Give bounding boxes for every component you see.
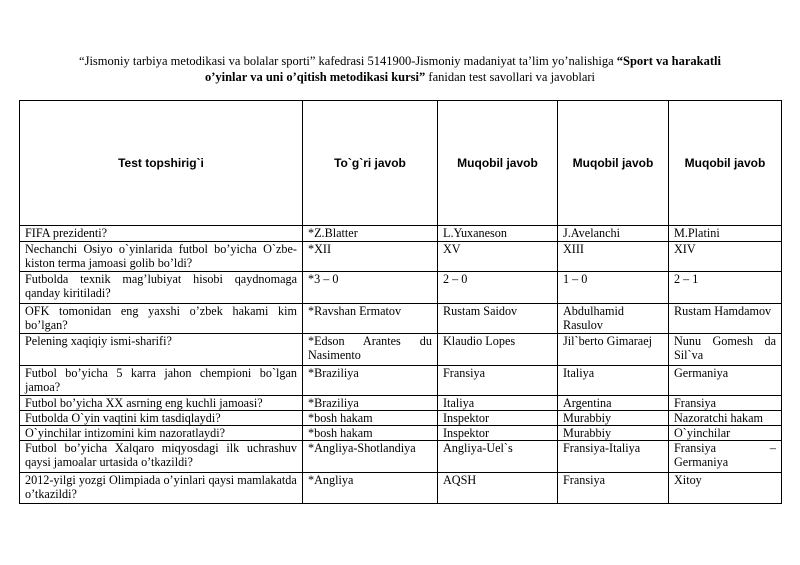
correct-answer-cell: *bosh hakam <box>303 411 438 426</box>
alternative-cell: Inspektor <box>438 426 558 441</box>
course-name-close: o’yinlar va uni o’qitish metodikasi kursi” <box>204 70 426 84</box>
alternative-cell: Fransiya – Germaniya <box>669 441 782 473</box>
question-cell: O`yinchilar intizomini kim nazoratlaydi? <box>20 426 303 441</box>
alternative-cell: 1 – 0 <box>558 272 669 304</box>
correct-answer-cell: *XII <box>303 242 438 272</box>
alternative-cell: Germaniya <box>669 366 782 396</box>
question-cell: Futbolda O`yin vaqtini kim tasdiqlaydi? <box>20 411 303 426</box>
question-cell: Futbol bo’yicha Xalqaro miqyosdagi ilk uchrashuv qaysi jamoalar urtasida o’tkazildi? <box>20 441 303 473</box>
column-header-alternative-2: Muqobil javob <box>558 101 669 226</box>
alternative-cell: M.Platini <box>669 226 782 242</box>
alternative-cell: XIII <box>558 242 669 272</box>
correct-answer-cell: *Braziliya <box>303 396 438 411</box>
question-cell: FIFA prezidenti? <box>20 226 303 242</box>
table-row <box>20 411 782 426</box>
alternative-cell: XIV <box>669 242 782 272</box>
table-row <box>20 426 782 441</box>
alternative-cell: 2 – 0 <box>438 272 558 304</box>
alternative-cell: Fransiya <box>558 473 669 504</box>
correct-answer-cell: *3 – 0 <box>303 272 438 304</box>
table-row <box>20 272 782 304</box>
correct-answer-cell: *Angliya <box>303 473 438 504</box>
correct-answer-cell: *Braziliya <box>303 366 438 396</box>
alternative-cell: O`yinchilar <box>669 426 782 441</box>
alternative-cell: Fransiya <box>669 396 782 411</box>
correct-answer-cell: *Ravshan Ermatov <box>303 304 438 334</box>
alternative-cell: Nazoratchi hakam <box>669 411 782 426</box>
table-row <box>20 396 782 411</box>
title-suffix: fanidan test savollari va javoblari <box>425 70 596 84</box>
correct-answer-text: *Edson Arantes du Nasimento <box>308 334 432 362</box>
alternative-cell: Nunu Gomesh da Sil`va <box>669 334 782 366</box>
alternative-cell: Abdulhamid Rasulov <box>558 304 669 334</box>
alternative-cell: Angliya-Uel`s <box>438 441 558 473</box>
alternative-cell: Italiya <box>558 366 669 396</box>
alternative-cell: XV <box>438 242 558 272</box>
column-header-alternative-3: Muqobil javob <box>669 101 782 226</box>
correct-answer-cell: *bosh hakam <box>303 426 438 441</box>
question-cell: OFK tomonidan eng yaxshi o’zbek hakami kim bo’lgan? <box>20 304 303 334</box>
alternative-cell: Murabbiy <box>558 426 669 441</box>
alternative-cell: 2 – 1 <box>669 272 782 304</box>
alternative-cell: L.Yuxaneson <box>438 226 558 242</box>
table-row <box>20 334 782 366</box>
question-cell: Pelening xaqiqiy ismi-sharifi? <box>20 334 303 366</box>
question-cell: Futbol bo’yicha XX asrning eng kuchli jamoasi? <box>20 396 303 411</box>
table-row <box>20 226 782 242</box>
course-name-open: “Sport va harakatli <box>616 54 721 68</box>
alternative-cell: Fransiya <box>438 366 558 396</box>
alternative-cell: Xitoy <box>669 473 782 504</box>
alternative-cell: Argentina <box>558 396 669 411</box>
title-prefix: “Jismoniy tarbiya metodikasi va bolalar sporti” kafedrasi 5141900-Jismoniy madaniyat ta’lim yo’nalishiga <box>79 54 617 68</box>
test-table <box>19 100 782 504</box>
correct-answer-cell: *Z.Blatter <box>303 226 438 242</box>
alternative-cell: Fransiya-Italiya <box>558 441 669 473</box>
table-row <box>20 473 782 504</box>
table-header-row <box>20 101 782 226</box>
document-title <box>40 53 760 85</box>
alternative-cell: J.Avelanchi <box>558 226 669 242</box>
correct-answer-cell: *Angliya-Shotlandiya <box>303 441 438 473</box>
alternative-cell: Italiya <box>438 396 558 411</box>
alternative-cell: Inspektor <box>438 411 558 426</box>
column-header-correct-answer: To`g`ri javob <box>303 101 438 226</box>
table-row <box>20 304 782 334</box>
alternative-cell: AQSH <box>438 473 558 504</box>
alternative-cell: Rustam Saidov <box>438 304 558 334</box>
alternative-cell: Murabbiy <box>558 411 669 426</box>
alternative-cell: Jil`berto Gimaraej <box>558 334 669 366</box>
table-row <box>20 366 782 396</box>
alternative-cell: Rustam Hamdamov <box>669 304 782 334</box>
column-header-question: Test topshirig`i <box>20 101 303 226</box>
question-cell: Futbol bo’yicha 5 karra jahon chempioni bo`lgan jamoa? <box>20 366 303 396</box>
table-row <box>20 441 782 473</box>
column-header-alternative-1: Muqobil javob <box>438 101 558 226</box>
table-row <box>20 242 782 272</box>
question-cell: Nechanchi Osiyo o`yinlarida futbol bo’yicha O`zbe-kiston terma jamoasi golib bo’ldi? <box>20 242 303 272</box>
correct-answer-cell <box>303 334 438 366</box>
question-cell: Futbolda texnik mag’lubiyat hisobi qaydnomaga qanday kiritiladi? <box>20 272 303 304</box>
question-cell: 2012-yilgi yozgi Olimpiada o’yinlari qaysi mamlakatda o’tkazildi? <box>20 473 303 504</box>
alternative-cell: Klaudio Lopes <box>438 334 558 366</box>
